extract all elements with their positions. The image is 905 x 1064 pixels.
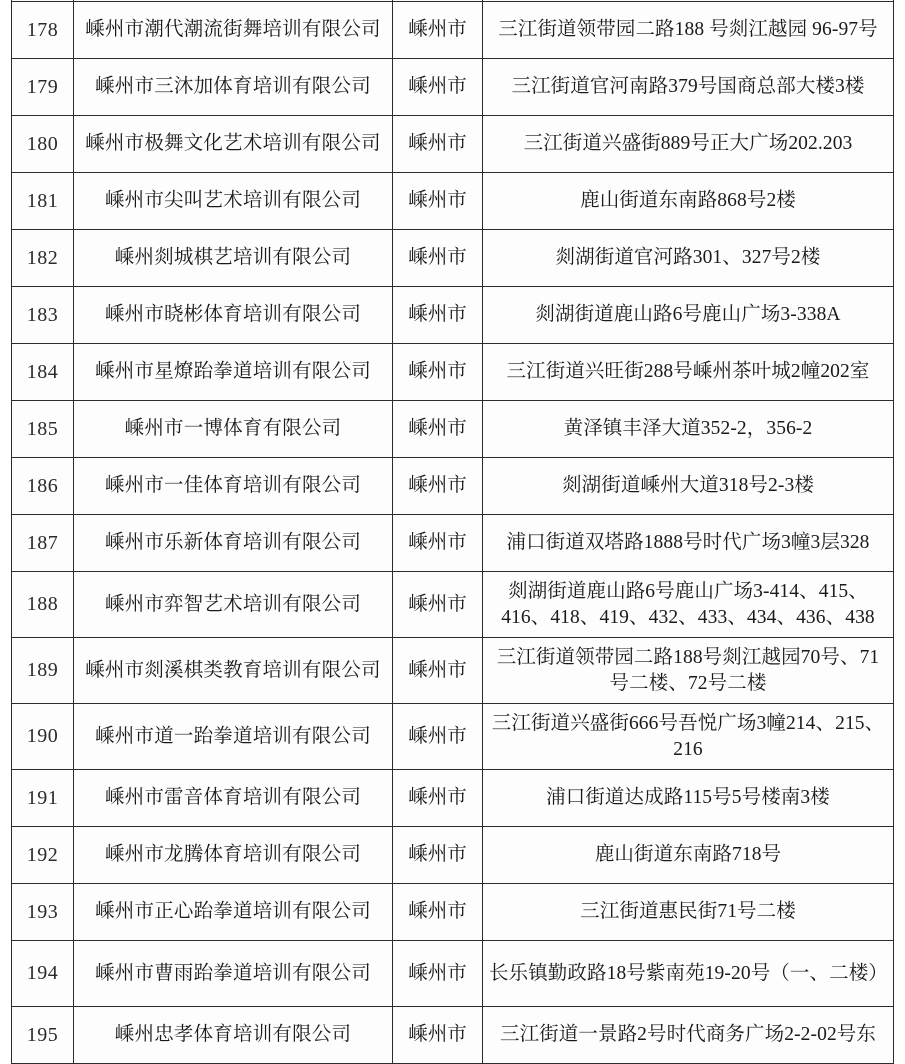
cell-city: 嵊州市 (393, 770, 483, 827)
cell-index: 190 (12, 704, 74, 770)
cell-city: 嵊州市 (393, 2, 483, 59)
cell-name: 嵊州市正心跆拳道培训有限公司 (74, 884, 393, 941)
cell-index: 184 (12, 344, 74, 401)
cell-address: 三江街道一景路2号时代商务广场2-2-02号东 (483, 1007, 894, 1064)
cell-address: 三江街道惠民街71号二楼 (483, 884, 894, 941)
table-row (12, 770, 894, 827)
cell-city: 嵊州市 (393, 572, 483, 638)
cell-city: 嵊州市 (393, 59, 483, 116)
table-row (12, 1007, 894, 1064)
cell-index: 182 (12, 230, 74, 287)
cell-name: 嵊州市一博体育有限公司 (74, 401, 393, 458)
cell-address: 三江街道领带园二路188 号剡江越园 96-97号 (483, 2, 894, 59)
table-row (12, 401, 894, 458)
cell-address: 剡湖街道鹿山路6号鹿山广场3-338A (483, 287, 894, 344)
cell-name: 嵊州市三沐加体育培训有限公司 (74, 59, 393, 116)
cell-city: 嵊州市 (393, 884, 483, 941)
table-scroll-region[interactable] (11, 0, 893, 1064)
table-row (12, 827, 894, 884)
cell-index: 194 (12, 941, 74, 1007)
cell-index: 192 (12, 827, 74, 884)
cell-city: 嵊州市 (393, 638, 483, 704)
table-row (12, 173, 894, 230)
cell-city: 嵊州市 (393, 941, 483, 1007)
cell-index: 189 (12, 638, 74, 704)
cell-name: 嵊州市曹雨跆拳道培训有限公司 (74, 941, 393, 1007)
cell-index: 178 (12, 2, 74, 59)
cell-address: 剡湖街道官河路301、327号2楼 (483, 230, 894, 287)
cell-name: 嵊州市尖叫艺术培训有限公司 (74, 173, 393, 230)
cell-name: 嵊州市乐新体育培训有限公司 (74, 515, 393, 572)
cell-address: 三江街道兴盛街889号正大广场202.203 (483, 116, 894, 173)
cell-index: 193 (12, 884, 74, 941)
registry-table (11, 0, 894, 1064)
cell-address: 剡湖街道鹿山路6号鹿山广场3-414、415、416、418、419、432、433、434、436、438 (483, 572, 894, 638)
cell-name: 嵊州市道一跆拳道培训有限公司 (74, 704, 393, 770)
cell-name: 嵊州市潮代潮流街舞培训有限公司 (74, 2, 393, 59)
cell-name: 嵊州剡城棋艺培训有限公司 (74, 230, 393, 287)
cell-address: 长乐镇勤政路18号紫南苑19-20号（一、二楼） (483, 941, 894, 1007)
table-row (12, 638, 894, 704)
cell-name: 嵊州忠孝体育培训有限公司 (74, 1007, 393, 1064)
cell-index: 185 (12, 401, 74, 458)
table-row (12, 941, 894, 1007)
cell-index: 181 (12, 173, 74, 230)
cell-address: 黄泽镇丰泽大道352-2，356-2 (483, 401, 894, 458)
cell-city: 嵊州市 (393, 116, 483, 173)
cell-address: 浦口街道双塔路1888号时代广场3幢3层328 (483, 515, 894, 572)
table-row (12, 2, 894, 59)
cell-index: 188 (12, 572, 74, 638)
cell-city: 嵊州市 (393, 458, 483, 515)
table-body (12, 0, 894, 1064)
cell-city: 嵊州市 (393, 230, 483, 287)
cell-name: 嵊州市一佳体育培训有限公司 (74, 458, 393, 515)
table-row (12, 116, 894, 173)
cell-index: 179 (12, 59, 74, 116)
cell-address: 浦口街道达成路115号5号楼南3楼 (483, 770, 894, 827)
cell-address: 三江街道领带园二路188号剡江越园70号、71号二楼、72号二楼 (483, 638, 894, 704)
cell-name: 嵊州市极舞文化艺术培训有限公司 (74, 116, 393, 173)
cell-city: 嵊州市 (393, 287, 483, 344)
cell-name: 嵊州市星燎跆拳道培训有限公司 (74, 344, 393, 401)
table-row (12, 704, 894, 770)
cell-name: 嵊州市龙腾体育培训有限公司 (74, 827, 393, 884)
cell-address: 剡湖街道嵊州大道318号2-3楼 (483, 458, 894, 515)
cell-name: 嵊州市弈智艺术培训有限公司 (74, 572, 393, 638)
cell-index: 186 (12, 458, 74, 515)
cell-index: 195 (12, 1007, 74, 1064)
table-row (12, 287, 894, 344)
cell-index: 191 (12, 770, 74, 827)
table-row (12, 344, 894, 401)
cell-city: 嵊州市 (393, 401, 483, 458)
cell-name: 嵊州市雷音体育培训有限公司 (74, 770, 393, 827)
cell-name: 嵊州市晓彬体育培训有限公司 (74, 287, 393, 344)
table-row (12, 572, 894, 638)
table-row (12, 59, 894, 116)
cell-index: 187 (12, 515, 74, 572)
cell-address: 鹿山街道东南路718号 (483, 827, 894, 884)
cell-city: 嵊州市 (393, 173, 483, 230)
cell-name: 嵊州市剡溪棋类教育培训有限公司 (74, 638, 393, 704)
table-row (12, 230, 894, 287)
cell-city: 嵊州市 (393, 515, 483, 572)
table-row (12, 884, 894, 941)
cell-city: 嵊州市 (393, 1007, 483, 1064)
cell-index: 180 (12, 116, 74, 173)
table-row (12, 515, 894, 572)
cell-city: 嵊州市 (393, 827, 483, 884)
cell-index: 183 (12, 287, 74, 344)
cell-city: 嵊州市 (393, 704, 483, 770)
cell-address: 三江街道官河南路379号国商总部大楼3楼 (483, 59, 894, 116)
cell-address: 三江街道兴旺街288号嵊州茶叶城2幢202室 (483, 344, 894, 401)
table-row (12, 458, 894, 515)
cell-address: 三江街道兴盛街666号吾悦广场3幢214、215、216 (483, 704, 894, 770)
cell-address: 鹿山街道东南路868号2楼 (483, 173, 894, 230)
cell-city: 嵊州市 (393, 344, 483, 401)
